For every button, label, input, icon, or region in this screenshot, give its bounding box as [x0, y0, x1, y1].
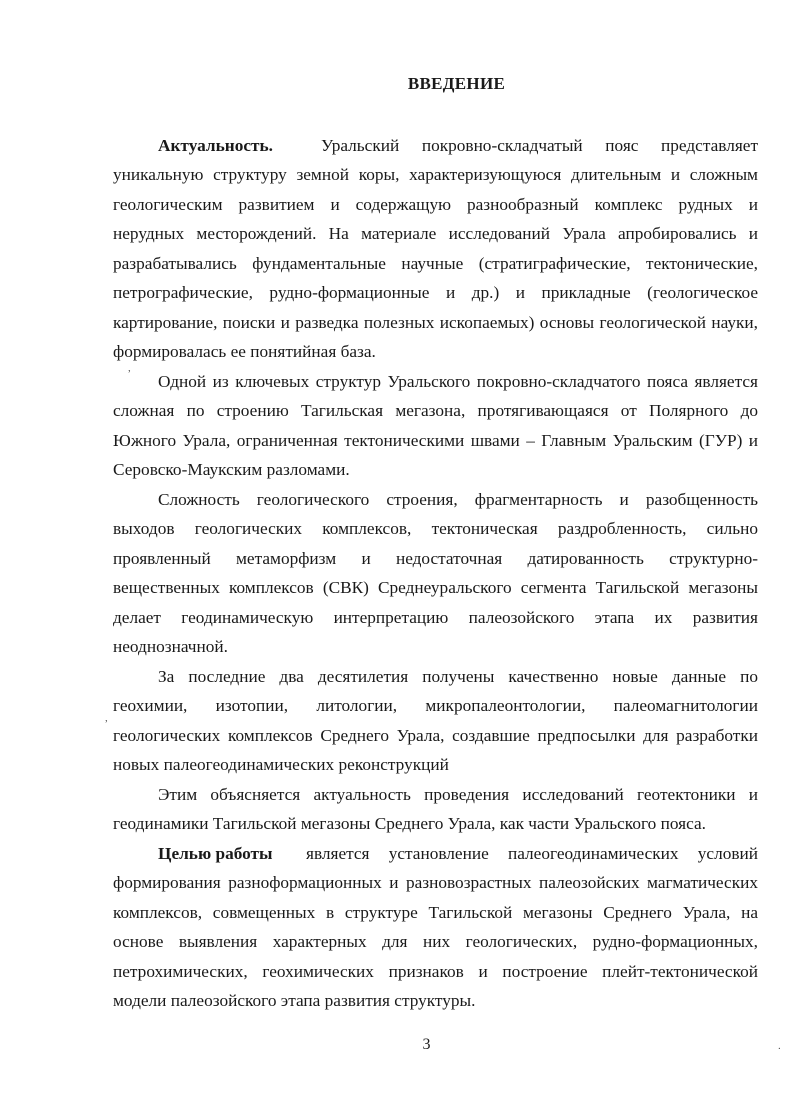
paragraph-1-line-7: картирование, поиски и разведка полезных ископаемых) основы геологической науки, [113, 312, 758, 332]
paragraph-6-line-1 [158, 839, 758, 869]
paragraph-1-bold-label: Актуальность. [158, 136, 273, 155]
paragraph-4-line-1: За последние два десятилетия получены качественно новые данные по [158, 666, 758, 686]
paragraph-2-line-4: Серовско-Маукским разломами. [113, 460, 350, 479]
paragraph-3-line-1: Сложность геологического строения, фрагментарность и разобщенность [158, 489, 758, 509]
paragraph-6-line-6: модели палеозойского этапа развития структуры. [113, 991, 476, 1010]
paragraph-1-line-3: геологическим развитием и содержащую разнообразный комплекс рудных и [113, 194, 758, 214]
paragraph-6-line-1-text: является установление палеогеодинамических условий [306, 843, 758, 863]
paragraph-6-line-3: комплексов, совмещенных в структуре Тагильской мегазоны Среднего Урала, на [113, 902, 758, 922]
paragraph-1-line-5: разрабатывались фундаментальные научные (стратиграфические, тектонические, [113, 253, 758, 273]
page-number: 3 [422, 1036, 431, 1053]
paragraph-2-line-3: Южного Урала, ограниченная тектоническими швами – Главным Уральским (ГУР) и [113, 430, 758, 450]
paragraph-3-line-6: неоднозначной. [113, 637, 228, 656]
paragraph-6-bold-label: Целью работы [158, 843, 273, 863]
paragraph-4-line-3: геологических комплексов Среднего Урала, создавшие предпосылки для разработки [113, 725, 758, 745]
paragraph-3-line-4: вещественных комплексов (СВК) Среднеуральского сегмента Тагильской мегазоны [113, 578, 758, 597]
paragraph-6-line-5: петрохимических, геохимических признаков и построение плейт-тектонической [113, 961, 758, 981]
paragraph-5-line-2: геодинамики Тагильской мегазоны Среднего Урала, как части Уральского пояса. [113, 814, 706, 833]
paragraph-1-line-2: уникальную структуру земной коры, характеризующуюся длительным и сложным [113, 165, 758, 184]
paragraph-6-line-2: формирования разноформационных и разновозрастных палеозойских магматических [113, 873, 758, 892]
scan-speck: . [778, 1040, 781, 1052]
paragraph-4-line-2: геохимии, изотопии, литологии, микропалеонтологии, палеомагнитологии [113, 696, 758, 715]
paragraph-5-line-1: Этим объясняется актуальность проведения исследований геотектоники и [158, 784, 758, 804]
paragraph-1-line-6: петрографические, рудно-формационные и др.) и прикладные (геологическое [113, 283, 758, 302]
paragraph-1-line-1 [158, 131, 758, 161]
paragraph-2-line-2: сложная по строению Тагильская мегазона, протягивающаяся от Полярного до [113, 401, 758, 420]
scan-speck: , [105, 712, 108, 724]
paragraph-6-line-4: основе выявления характерных для них геологических, рудно-формационных, [113, 932, 758, 951]
page-title: ВВЕДЕНИЕ [407, 74, 506, 93]
paragraph-1-line-1-text: Уральский покровно-складчатый пояс представляет [321, 136, 758, 155]
paragraph-2-line-1: Одной из ключевых структур Уральского покровно-складчатого пояса является [158, 371, 758, 391]
paragraph-3-line-2: выходов геологических комплексов, тектоническая раздробленность, сильно [113, 519, 758, 538]
scan-speck: , [128, 362, 131, 374]
paragraph-1-line-4: нерудных месторождений. На материале исследований Урала апробировались и [113, 224, 758, 243]
paragraph-4-line-4: новых палеогеодинамических реконструкций [113, 755, 449, 774]
paragraph-3-line-5: делает геодинамическую интерпретацию палеозойского этапа их развития [113, 607, 758, 627]
paragraph-3-line-3: проявленный метаморфизм и недостаточная датированность структурно- [113, 548, 758, 568]
paragraph-1-line-8: формировалась ее понятийная база. [113, 342, 376, 361]
